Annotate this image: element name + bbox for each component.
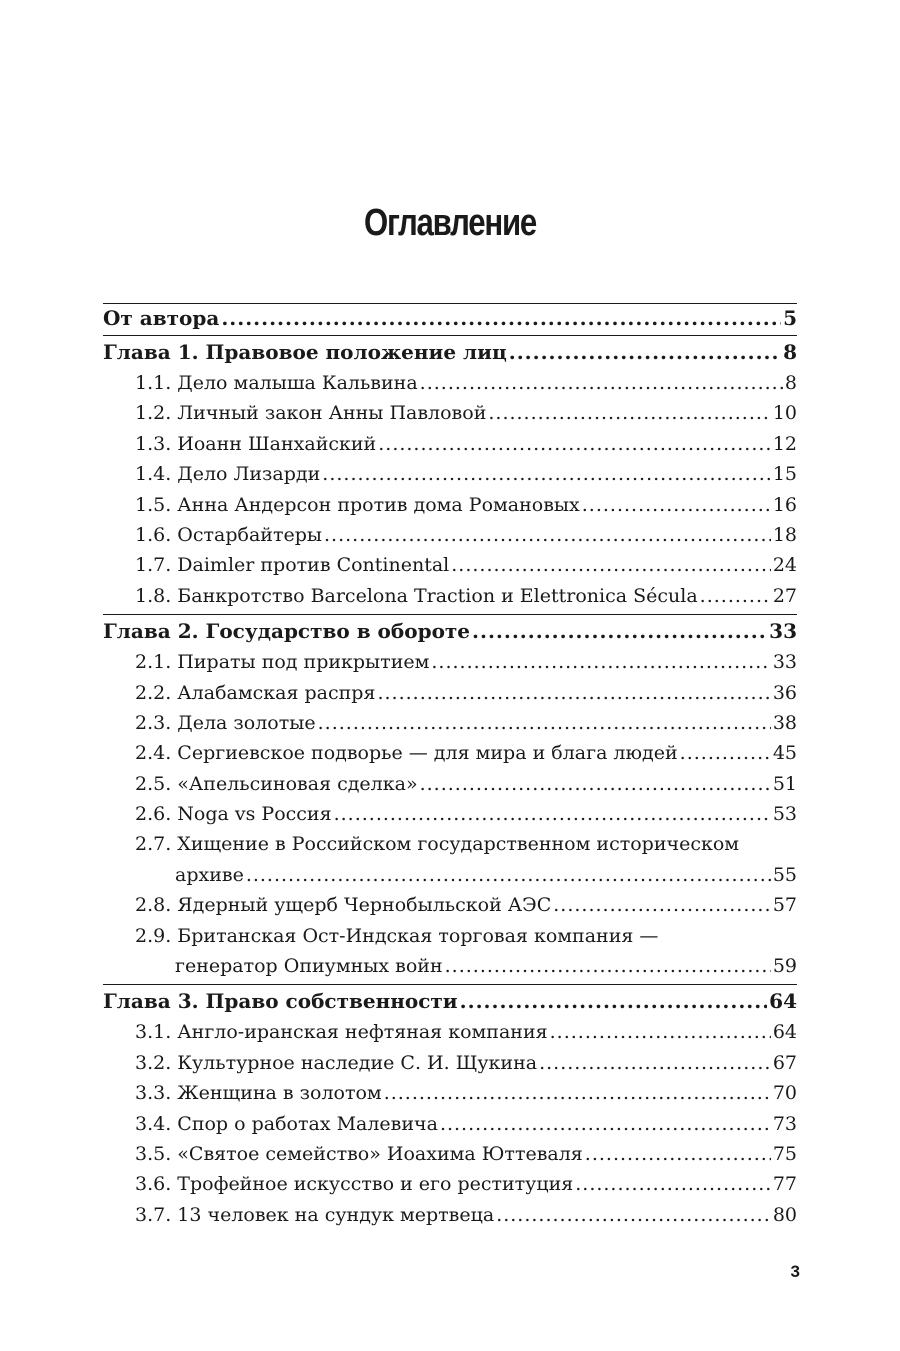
dot-leader xyxy=(509,337,781,368)
dot-leader xyxy=(246,860,771,890)
toc-section[interactable] xyxy=(103,647,797,677)
entry-title: архиве xyxy=(175,863,244,886)
entry-title: 1.2. Личный закон Анны Павловой xyxy=(135,402,487,425)
dot-leader xyxy=(585,1139,771,1169)
toc-section[interactable] xyxy=(103,708,797,738)
toc-chapter[interactable] xyxy=(103,614,797,647)
dot-leader xyxy=(378,429,771,459)
toc-section[interactable] xyxy=(103,890,797,920)
toc-section[interactable] xyxy=(103,520,797,550)
entry-page-number: 70 xyxy=(772,1082,797,1105)
entry-title: Глава 3. Право собственности xyxy=(103,989,458,1014)
toc-section[interactable] xyxy=(103,429,797,459)
entry-page-number: 5 xyxy=(783,306,797,330)
toc-section[interactable] xyxy=(103,1078,797,1108)
dot-leader xyxy=(440,1109,771,1139)
entry-title: 3.7. 13 человек на сундук мертвеца xyxy=(135,1203,495,1226)
entry-page-number: 8 xyxy=(784,372,797,394)
dot-leader xyxy=(318,708,771,738)
dot-leader xyxy=(496,1200,771,1230)
dot-leader xyxy=(377,678,770,708)
entry-page-number: 64 xyxy=(772,1021,797,1044)
entry-title: 1.6. Остарбайтеры xyxy=(135,523,322,546)
dot-leader xyxy=(700,581,771,611)
page-title: Оглавление xyxy=(363,202,537,244)
toc-section-continuation[interactable] xyxy=(103,860,797,890)
entry-page-number: 80 xyxy=(772,1203,797,1226)
dot-leader xyxy=(460,986,768,1017)
entry-page-number: 55 xyxy=(772,863,797,886)
entry-title: 2.8. Ядерный ущерб Чернобыльской АЭС xyxy=(135,894,552,917)
dot-leader xyxy=(334,799,771,829)
dot-leader xyxy=(431,647,770,677)
toc-section[interactable] xyxy=(103,550,797,580)
entry-title: 2.9. Британская Ост-Индская торговая компания — xyxy=(135,924,659,947)
entry-page-number: 15 xyxy=(772,463,797,486)
entry-title: 3.5. «Святое семейство» Иоахима Юттеваля xyxy=(135,1142,583,1165)
entry-page-number: 8 xyxy=(783,340,797,364)
entry-title: 3.2. Культурное наследие С. И. Щукина xyxy=(135,1051,538,1074)
entry-page-number: 27 xyxy=(772,584,797,607)
entry-title: генератор Опиумных войн xyxy=(175,955,443,978)
page-number: 3 xyxy=(790,1262,800,1281)
dot-leader xyxy=(420,368,783,398)
entry-title: 1.4. Дело Лизарди xyxy=(135,463,321,486)
entry-page-number: 12 xyxy=(772,432,797,455)
entry-title: 2.5. «Апельсиновая сделка» xyxy=(135,772,418,795)
dot-leader xyxy=(553,890,771,920)
toc-section[interactable] xyxy=(103,459,797,489)
toc-section[interactable] xyxy=(103,769,797,799)
toc-chapter[interactable] xyxy=(103,984,797,1017)
table-of-contents xyxy=(103,300,797,1230)
dot-leader xyxy=(575,1169,771,1199)
entry-page-number: 75 xyxy=(772,1142,797,1165)
dot-leader xyxy=(420,769,771,799)
entry-title: Глава 1. Правовое положение лиц xyxy=(103,340,507,364)
toc-section[interactable] xyxy=(103,1169,797,1199)
entry-title: 1.5. Анна Андерсон против дома Романовых xyxy=(135,493,580,516)
dot-leader xyxy=(451,550,771,580)
entry-page-number: 67 xyxy=(772,1051,797,1074)
entry-page-number: 51 xyxy=(772,772,797,795)
toc-section[interactable] xyxy=(103,829,797,859)
toc-section[interactable] xyxy=(103,738,797,768)
toc-section[interactable] xyxy=(103,1017,797,1047)
entry-page-number: 73 xyxy=(772,1112,797,1135)
entry-page-number: 38 xyxy=(772,711,797,734)
entry-page-number: 64 xyxy=(769,989,797,1014)
entry-page-number: 57 xyxy=(772,894,797,917)
entry-title: 1.1. Дело малыша Кальвина xyxy=(135,372,418,394)
toc-section[interactable] xyxy=(103,581,797,611)
entry-page-number: 18 xyxy=(772,523,797,546)
toc-section[interactable] xyxy=(103,490,797,520)
entry-page-number: 53 xyxy=(772,803,797,826)
entry-title: 3.3. Женщина в золотом xyxy=(135,1082,382,1105)
toc-section[interactable] xyxy=(103,368,797,398)
entry-page-number: 24 xyxy=(772,554,797,577)
dot-leader xyxy=(221,305,781,332)
toc-section[interactable] xyxy=(103,921,797,951)
entry-page-number: 10 xyxy=(772,402,797,425)
dot-leader xyxy=(680,738,771,768)
toc-section[interactable] xyxy=(103,398,797,428)
entry-title: От автора xyxy=(103,306,220,330)
entry-page-number: 59 xyxy=(772,955,797,978)
dot-leader xyxy=(539,1048,771,1078)
entry-page-number: 45 xyxy=(772,742,797,765)
toc-section[interactable] xyxy=(103,1109,797,1139)
entry-page-number: 77 xyxy=(772,1173,797,1196)
dot-leader xyxy=(384,1078,771,1108)
toc-section[interactable] xyxy=(103,799,797,829)
dot-leader xyxy=(472,616,767,647)
entry-title: 3.4. Спор о работах Малевича xyxy=(135,1112,438,1135)
entry-page-number: 33 xyxy=(769,619,797,644)
toc-chapter[interactable] xyxy=(103,335,797,368)
dot-leader xyxy=(324,520,771,550)
entry-page-number: 36 xyxy=(772,681,797,704)
dot-leader xyxy=(488,398,770,428)
entry-title: 2.7. Хищение в Российском государственном историческом xyxy=(135,833,740,856)
toc-section[interactable] xyxy=(103,678,797,708)
toc-section-continuation[interactable] xyxy=(103,951,797,981)
entry-title: 2.6. Noga vs Россия xyxy=(135,803,332,826)
entry-title: 2.2. Алабамская распря xyxy=(135,681,376,704)
toc-section[interactable] xyxy=(103,1200,797,1230)
entry-title: 2.3. Дела золотые xyxy=(135,711,316,734)
entry-page-number: 33 xyxy=(772,651,797,674)
entry-title: 1.7. Daimler против Continental xyxy=(135,554,450,577)
dot-leader xyxy=(550,1017,771,1047)
toc-chapter[interactable] xyxy=(103,303,797,332)
entry-page-number: 16 xyxy=(772,493,797,516)
dot-leader xyxy=(445,951,771,981)
entry-title: 2.1. Пираты под прикрытием xyxy=(135,651,430,674)
entry-title: 3.6. Трофейное искусство и его реституция xyxy=(135,1173,574,1196)
entry-title: 1.3. Иоанн Шанхайский xyxy=(135,432,377,455)
entry-title: Глава 2. Государство в обороте xyxy=(103,619,471,644)
dot-leader xyxy=(322,459,771,489)
entry-title: 2.4. Сергиевское подворье — для мира и блага людей xyxy=(135,742,678,765)
dot-leader xyxy=(582,490,771,520)
entry-title: 1.8. Банкротство Barcelona Traction и Elettronica Sécula xyxy=(135,584,698,607)
entry-title: 3.1. Англо-иранская нефтяная компания xyxy=(135,1021,548,1044)
toc-section[interactable] xyxy=(103,1048,797,1078)
toc-section[interactable] xyxy=(103,1139,797,1169)
